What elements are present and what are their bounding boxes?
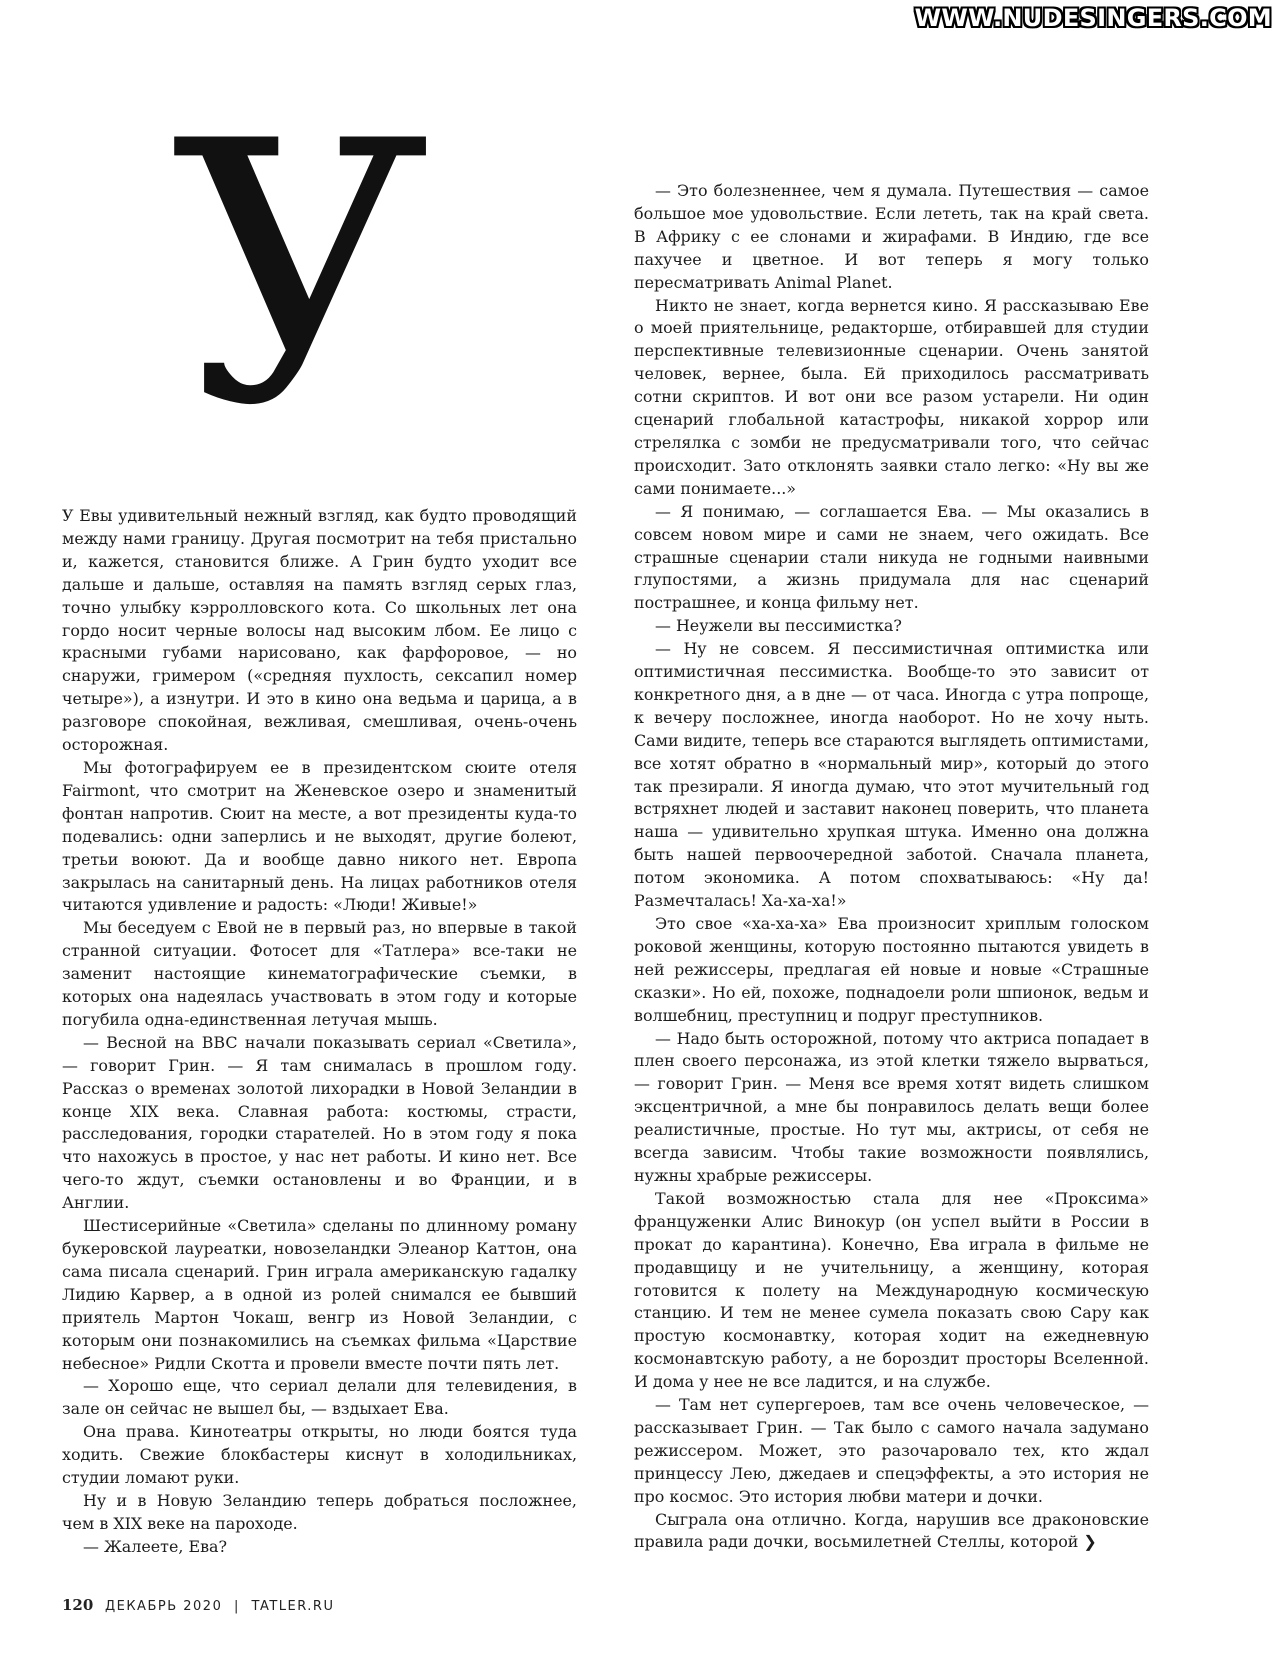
- footer-divider: |: [233, 1599, 240, 1614]
- paragraph: Шестисерийные «Светила» сделаны по длинному роману букеровской лауреатки, новозеландки Элеанор Каттон, она сама писала сценарий. Грин играла американскую гадалку Лидию Карвер, а в одной из ролей снимался ее бывший приятель Мартон Чокаш, венгр из Новой Зеландии, с которым они познакомились на съемках фильма «Царствие небесное» Ридли Скотта и провели вместе почти пять лет.: [62, 1216, 577, 1373]
- drop-cap-letter: У: [170, 65, 431, 484]
- paragraph: — Жалеете, Ева?: [83, 1536, 228, 1556]
- right-column: [634, 180, 1149, 1554]
- paragraph: — Ну не совсем. Я пессимистичная оптимистка или оптимистичная пессимистка. Вообще-то это зависит от конкретного дня, а в дне — от часа. Иногда с утра попроще, к вечеру посложнее, иногда наоборот. Но не хочу ныть. Сами видите, теперь все стараются выглядеть оптимистами, все хотят обратно в «нормальный мир», который до этого так презирали. Я иногда думаю, что этот мучительный год встряхнет людей и заставит наконец поверить, что планета наша — удивительно хрупкая штука. Именно она должна быть нашей первоочередной заботой. Сначала планета, потом экономика. А потом спохватываюсь: «Ну да! Размечталась! Ха-ха-ха!»: [634, 639, 1150, 911]
- paragraph: — Хорошо еще, что сериал делали для телевидения, в зале он сейчас не вышел бы, — вздыхает Ева.: [62, 1376, 577, 1419]
- paragraph: У Евы удивительный нежный взгляд, как будто проводящий между нами границу. Другая посмотрит на тебя пристально и, кажется, становится ближе. А Грин будто уходит все дальше и дальше, оставляя на память взгляд серых глаз, точно улыбку кэрролловского кота. Со школьных лет она гордо носит черные волосы над высоким лбом. Ее лицо с красными губами нарисовано, как фарфоровое, — но снаружи, гримером («средняя пухлость, сексапил номер четыре»), а изнутри. И это в кино она ведьма и царица, а в разговоре спокойная, вежливая, смешливая, очень-очень осторожная.: [62, 506, 577, 755]
- paragraph: — Весной на BBC начали показывать сериал «Светила», — говорит Грин. — Я там снималась в прошлом году. Рассказ о временах золотой лихорадки в Новой Зеландии в конце XIX века. Славная работа: костюмы, страсти, расследования, городки старателей. Но в этом году я пока что нахожусь в простое, у нас нет работы. И кино нет. Все чего-то ждут, съемки остановлены и во Франции, и в Англии.: [62, 1032, 577, 1213]
- left-column: [62, 505, 577, 1559]
- paragraph: Сыграла она отлично. Когда, нарушив все драконовские правила ради дочки, восьмилетней Стеллы, которой ❯: [634, 1509, 1149, 1552]
- paragraph: Ну и в Новую Зеландию теперь добраться посложнее, чем в XIX веке на пароходе.: [62, 1490, 577, 1533]
- site-name: TATLER.RU: [251, 1599, 335, 1614]
- paragraph: Такой возможностью стала для нее «Проксима» француженки Алис Винокур (он успел выйти в России в прокат до карантина). Конечно, Ева играла в фильме не продавщицу и не учительницу, а женщину, которая готовится к полету на Международную космическую станцию. И тем не менее сумела показать свою Сару как простую космонавтку, которая ходит на ежедневную космонавтскую работу, а не бороздит просторы Вселенной. И дома у нее не все ладится, и на службе.: [634, 1188, 1149, 1392]
- paragraph: — Надо быть осторожной, потому что актриса попадает в плен своего персонажа, из этой клетки тяжело вырваться, — говорит Грин. — Меня все время хотят видеть слишком эксцентричной, а мне бы понравилось делать вещи более реалистичные, простые. Но тут мы, актрисы, от себя не всегда зависим. Чтобы такие возможности появлялись, нужны храбрые режиссеры.: [634, 1028, 1149, 1185]
- watermark: WWW.NUDESINGERS.COM: [914, 4, 1272, 32]
- paragraph: Мы беседуем с Евой не в первый раз, но впервые в такой странной ситуации. Фотосет для «Татлера» все-таки не заменит настоящие кинематографические съемки, в которых она надеялась участвовать в этом году и которые погубила одна-единственная летучая мышь.: [62, 918, 577, 1029]
- page-number: 120: [62, 1596, 94, 1614]
- paragraph: Это свое «ха-ха-ха» Ева произносит хриплым голоском роковой женщины, которую постоянно пытаются увидеть в ней режиссеры, предлагая ей новые и новые «Страшные сказки». Но ей, похоже, поднадоели роли шпионок, ведьм и волшебниц, преступниц и подруг преступников.: [634, 914, 1149, 1025]
- paragraph: Она права. Кинотеатры открыты, но люди боятся туда ходить. Свежие блокбастеры киснут в холодильниках, студии ломают руки.: [62, 1422, 577, 1488]
- issue-date: ДЕКАБРЬ 2020: [104, 1599, 223, 1614]
- page-footer: [62, 1596, 334, 1614]
- paragraph: Мы фотографируем ее в президентском сюите отеля Fairmont, что смотрит на Женевское озеро и знаменитый фонтан напротив. Сюит на месте, а вот президенты куда-то подевались: одни заперлись и не выходят, другие болеют, третьи воюют. Да и вообще давно никого нет. Европа закрылась на санитарный день. На лицах работников отеля читаются удивление и радость: «Люди! Живые!»: [62, 757, 577, 915]
- paragraph: — Неужели вы пессимистка?: [655, 616, 902, 636]
- paragraph: — Это болезненнее, чем я думала. Путешествия — самое большое мое удовольствие. Если лететь, так на край света. В Африку с ее слонами и жирафами. В Индию, где все пахучее и цветное. И вот теперь я могу только пересматривать Animal Planet.: [634, 181, 1149, 292]
- paragraph: — Там нет супергероев, там все очень человеческое, — рассказывает Грин. — Так было с самого начала задумано режиссером. Может, это разочаровало тех, кто ждал принцессу Лею, джедаев и спецэффекты, а это история не про космос. Это история любви матери и дочки.: [634, 1395, 1149, 1506]
- paragraph: Никто не знает, когда вернется кино. Я рассказываю Еве о моей приятельнице, редакторше, отбиравшей для студии перспективные телевизионные сценарии. Очень занятой человек, вернее, была. Ей приходилось рассматривать сотни скриптов. И вот они все разом устарели. Ни один сценарий глобальной катастрофы, никакой хоррор или стрелялка с зомби не предусматривали того, что сейчас происходит. Зато отклонять заявки стало легко: «Ну вы же сами понимаете...»: [634, 295, 1149, 498]
- paragraph: — Я понимаю, — соглашается Ева. — Мы оказались в совсем новом мире и сами не знаем, чего ожидать. Все страшные сценарии стали никуда не годными наивными глупостями, а жизнь придумала для нас сценарий пострашнее, и концa фильму нет.: [634, 501, 1149, 613]
